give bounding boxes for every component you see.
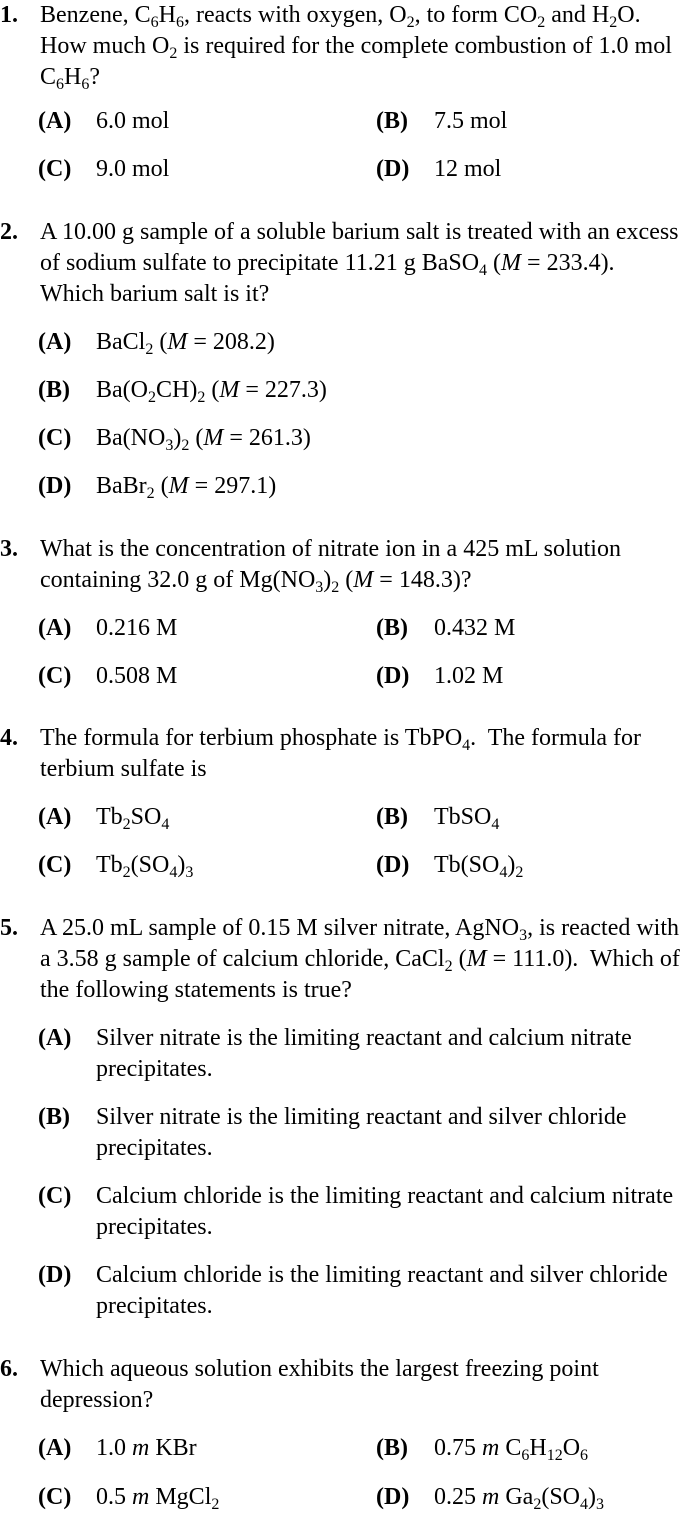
option-text: 0.216 M [96, 615, 178, 641]
question-number: 5. [0, 915, 18, 941]
option-label: (B) [376, 615, 408, 641]
option-text: $Tb(SO_4)_2$ [434, 852, 524, 881]
option-label: (B) [376, 804, 408, 830]
option-label: (D) [376, 156, 410, 182]
option-text: 0.5 m MgCl$_2$ [96, 1484, 220, 1513]
option-label: (B) [376, 1435, 408, 1461]
option-label: (B) [38, 1104, 70, 1130]
option-label: (C) [38, 425, 72, 451]
question-stem: Which aqueous solution exhibits the largest freezing point depression? [40, 1356, 599, 1413]
question-stem: A 25.0 mL sample of 0.15 M silver nitrate, AgNO$_3$, is reacted with a 3.58 g sample of calcium chloride, CaCl$_2$ (M = 111.0). Which of the following statements is true? [40, 915, 680, 1003]
option-label: (A) [38, 1435, 72, 1461]
option-label: (A) [38, 615, 72, 641]
question-number: 3. [0, 536, 18, 562]
option-label: (C) [38, 663, 72, 689]
option-text: $Ba(NO_3)_2$ (M = 261.3) [96, 425, 311, 454]
option-label: (A) [38, 108, 72, 134]
option-text: 1.0 m KBr [96, 1435, 197, 1461]
option-text: 9.0 mol [96, 156, 170, 182]
option-label: (D) [38, 473, 72, 499]
option-text: 0.508 M [96, 663, 178, 689]
option-label: (D) [376, 1484, 410, 1510]
option-label: (A) [38, 329, 72, 355]
option-label: (D) [376, 663, 410, 689]
option-text: $Ba(O_2CH)_2$ (M = 227.3) [96, 377, 327, 406]
option-text: Calcium chloride is the limiting reactant and silver chloride precipitates. [96, 1262, 668, 1319]
option-label: (C) [38, 1183, 72, 1209]
option-text: $Tb_2(SO_4)_3$ [96, 852, 194, 881]
question-stem: The formula for terbium phosphate is TbPO$_4$. The formula for terbium sulfate is [40, 725, 641, 782]
option-text: 12 mol [434, 156, 502, 182]
option-label: (B) [38, 377, 70, 403]
question-number: 2. [0, 219, 18, 245]
option-label: (A) [38, 1025, 72, 1051]
option-label: (B) [376, 108, 408, 134]
option-text: $Tb_2SO_4$ [96, 804, 170, 833]
question-stem: What is the concentration of nitrate ion in a 425 mL solution containing 32.0 g of $Mg(NO_3)_2$ (M = 148.3)? [40, 536, 621, 596]
option-label: (D) [376, 852, 410, 878]
option-label: (C) [38, 156, 72, 182]
question-stem: Benzene, $C_6H_6$, reacts with oxygen, $O_2$, to form $CO_2$ and $H_2O$. How much $O_2$ is required for the complete combustion of 1.0 mol $C_6H_6$? [40, 2, 672, 93]
option-text: 7.5 mol [434, 108, 508, 134]
option-text: 0.25 m $Ga_2(SO_4)_3$ [434, 1484, 604, 1513]
option-text: BaBr$_2$ (M = 297.1) [96, 473, 277, 502]
option-label: (C) [38, 852, 72, 878]
option-text: 6.0 mol [96, 108, 170, 134]
option-text: 0.432 M [434, 615, 516, 641]
option-label: (C) [38, 1484, 72, 1510]
question-number: 1. [0, 2, 18, 28]
option-text: 0.75 m $C_6H_{12}O_6$ [434, 1435, 589, 1464]
option-label: (A) [38, 804, 72, 830]
option-text: TbSO$_4$ [434, 804, 500, 833]
question-number: 6. [0, 1356, 18, 1382]
option-text: Silver nitrate is the limiting reactant and calcium nitrate precipitates. [96, 1025, 632, 1082]
option-text: 1.02 M [434, 663, 504, 689]
option-text: Calcium chloride is the limiting reactant and calcium nitrate precipitates. [96, 1183, 674, 1240]
question-number: 4. [0, 725, 18, 751]
option-text: BaCl$_2$ (M = 208.2) [96, 329, 275, 358]
option-label: (D) [38, 1262, 72, 1288]
question-stem: A 10.00 g sample of a soluble barium salt is treated with an excess of sodium sulfate to precipitate 11.21 g BaSO$_4$ (M = 233.4). Which barium salt is it? [40, 219, 679, 307]
option-text: Silver nitrate is the limiting reactant and silver chloride precipitates. [96, 1104, 627, 1161]
